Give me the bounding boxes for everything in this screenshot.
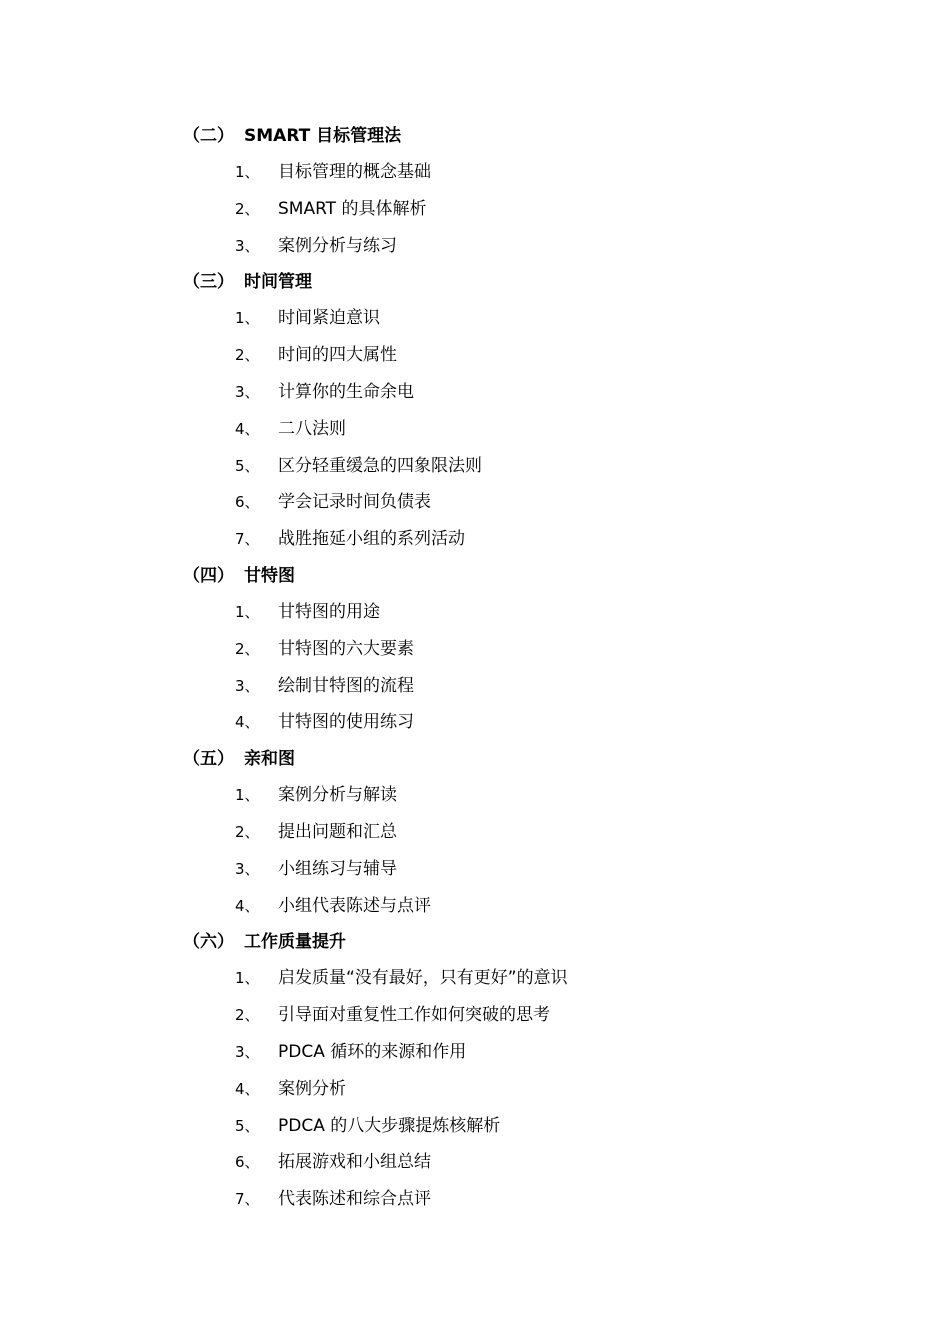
item-index: 4、: [235, 896, 260, 915]
list-item: [183, 411, 863, 448]
item-index: 3、: [235, 1042, 260, 1061]
section-number: （四）: [183, 565, 234, 586]
item-index: 2、: [235, 822, 260, 841]
item-text: 二八法则: [278, 418, 346, 439]
item-text: PDCA 的八大步骤提炼核解析: [278, 1115, 501, 1136]
item-index: 3、: [235, 382, 260, 401]
item-index: 1、: [235, 309, 260, 328]
item-text: 区分轻重缓急的四象限法则: [278, 455, 482, 476]
item-text: 甘特图的六大要素: [278, 638, 414, 659]
item-text: 案例分析与解读: [278, 785, 397, 806]
list-item: [183, 668, 863, 705]
item-index: 6、: [235, 1153, 260, 1172]
item-index: 7、: [235, 1190, 260, 1209]
section-heading: [183, 924, 863, 960]
list-item: [183, 484, 863, 521]
item-index: 2、: [235, 346, 260, 365]
item-index: 4、: [235, 1079, 260, 1098]
list-item: [183, 1144, 863, 1181]
item-index: 1、: [235, 786, 260, 805]
section-number: （五）: [183, 749, 234, 770]
item-index: 3、: [235, 676, 260, 695]
item-text: 案例分析与练习: [278, 235, 397, 256]
list-item: [183, 300, 863, 337]
outline-section: [183, 118, 863, 264]
item-text: 绘制甘特图的流程: [278, 675, 414, 696]
outline-section: [183, 558, 863, 741]
item-index: 7、: [235, 530, 260, 549]
item-text: 案例分析: [278, 1078, 346, 1099]
item-index: 1、: [235, 969, 260, 988]
item-text: 计算你的生命余电: [278, 381, 414, 402]
item-index: 5、: [235, 456, 260, 475]
item-index: 4、: [235, 419, 260, 438]
item-index: 1、: [235, 602, 260, 621]
list-item: [183, 521, 863, 558]
section-title: 工作质量提升: [244, 932, 346, 953]
outline-section: [183, 741, 863, 924]
section-heading: [183, 558, 863, 594]
item-text: 小组练习与辅导: [278, 858, 397, 879]
list-item: [183, 337, 863, 374]
list-item: [183, 631, 863, 668]
item-text: SMART 的具体解析: [278, 198, 427, 219]
outline-section: [183, 264, 863, 558]
list-item: [183, 777, 863, 814]
section-title: SMART 目标管理法: [244, 126, 402, 146]
section-title: 亲和图: [244, 749, 295, 770]
item-text: 时间的四大属性: [278, 345, 397, 366]
list-item: [183, 997, 863, 1034]
section-number: （六）: [183, 932, 234, 953]
section-title: 时间管理: [244, 272, 312, 293]
item-text: 启发质量“没有最好，只有更好”的意识: [278, 968, 568, 989]
list-item: [183, 960, 863, 997]
outline: [183, 118, 863, 1218]
item-index: 4、: [235, 713, 260, 732]
item-index: 3、: [235, 236, 260, 255]
item-text: 代表陈述和综合点评: [278, 1189, 431, 1210]
list-item: [183, 1034, 863, 1071]
list-item: [183, 1071, 863, 1108]
item-text: 引导面对重复性工作如何突破的思考: [278, 1005, 550, 1026]
section-number: （二）: [183, 126, 234, 146]
item-index: 1、: [235, 163, 260, 181]
item-text: 小组代表陈述与点评: [278, 895, 431, 916]
list-item: [183, 704, 863, 741]
item-index: 2、: [235, 199, 260, 218]
item-text: 学会记录时间负债表: [278, 492, 431, 513]
list-item: [183, 374, 863, 411]
item-index: 5、: [235, 1116, 260, 1135]
list-item: [183, 814, 863, 851]
item-text: 目标管理的概念基础: [278, 162, 431, 182]
list-item: [183, 1108, 863, 1145]
list-item: [183, 594, 863, 631]
item-text: PDCA 循环的来源和作用: [278, 1041, 467, 1062]
item-index: 3、: [235, 859, 260, 878]
list-item: [183, 888, 863, 925]
item-text: 拓展游戏和小组总结: [278, 1152, 431, 1173]
item-text: 甘特图的使用练习: [278, 712, 414, 733]
section-heading: [183, 741, 863, 777]
list-item: [183, 1181, 863, 1218]
section-heading: [183, 264, 863, 300]
section-heading: [183, 118, 863, 154]
list-item: [183, 154, 863, 191]
section-number: （三）: [183, 272, 234, 293]
outline-section: [183, 924, 863, 1218]
list-item: [183, 448, 863, 485]
list-item: [183, 851, 863, 888]
item-text: 时间紧迫意识: [278, 308, 380, 329]
item-text: 提出问题和汇总: [278, 821, 397, 842]
item-index: 2、: [235, 1006, 260, 1025]
item-index: 6、: [235, 493, 260, 512]
item-text: 甘特图的用途: [278, 601, 380, 622]
item-index: 2、: [235, 639, 260, 658]
list-item: [183, 191, 863, 228]
section-title: 甘特图: [244, 565, 295, 586]
list-item: [183, 228, 863, 265]
item-text: 战胜拖延小组的系列活动: [278, 529, 465, 550]
